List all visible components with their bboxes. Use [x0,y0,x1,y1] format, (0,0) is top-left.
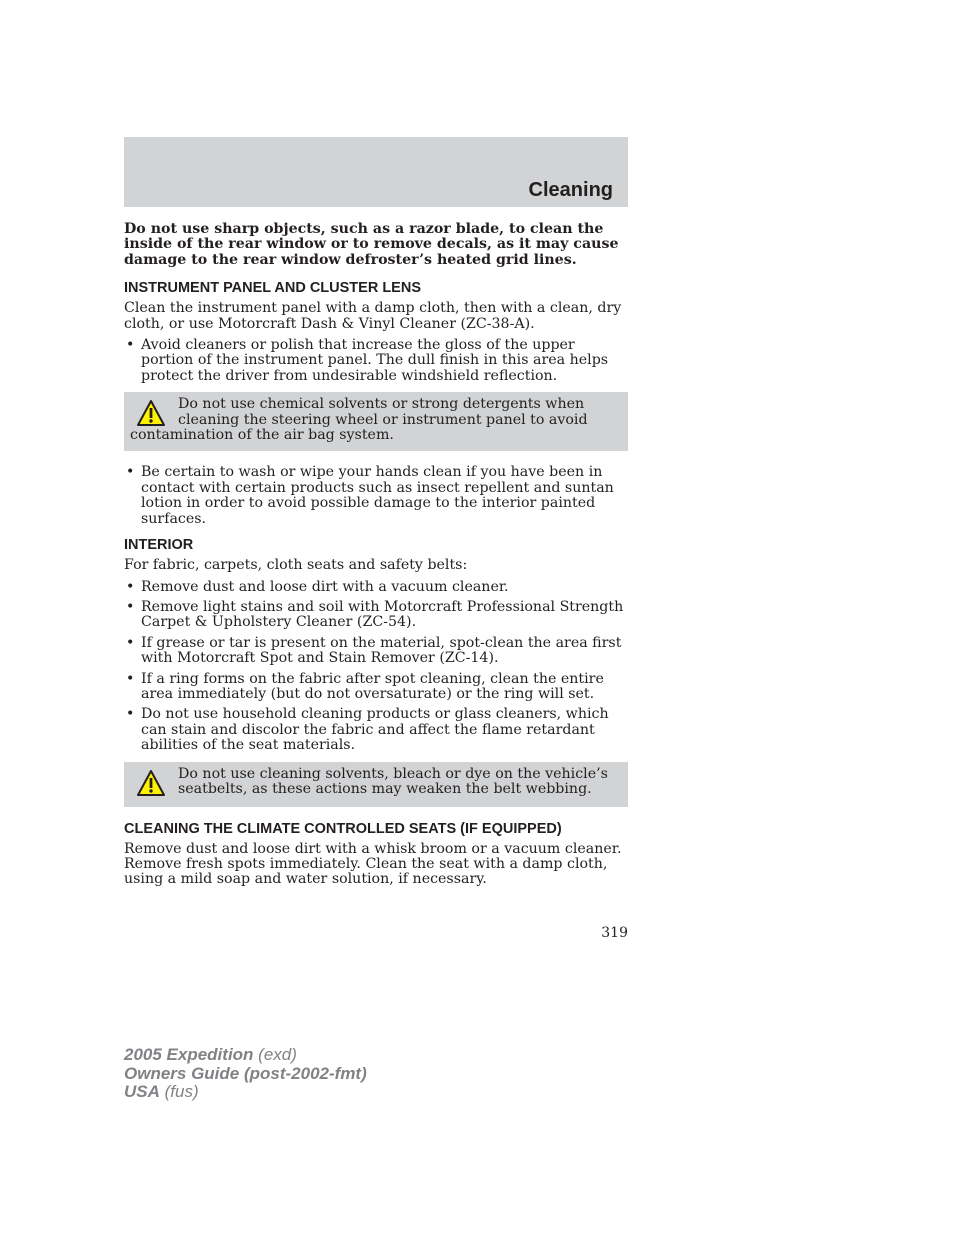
caution-text: Do not use cleaning solvents, bleach or dye on the vehicle’s seatbelts, as these actions may weaken the belt webbing. [178,765,608,797]
section-header [124,137,628,207]
page-number: 319 [601,925,628,941]
warning-triangle-icon [136,769,166,797]
list-item: • Avoid cleaners or polish that increase the gloss of the upper portion of the instrument panel. The dull finish in this area helps protect the driver from undesirable windshield reflection. [126,337,609,384]
footer-line-2: Owners Guide (post-2002-fmt) [124,1063,367,1083]
heading-instrument-panel: INSTRUMENT PANEL AND CLUSTER LENS [124,280,421,297]
caution-text: Do not use chemical solvents or strong detergents when cleaning the steering wheel or instrument panel to avoid contamination of the air bag system. [130,396,588,444]
warning-triangle-icon [136,399,166,427]
interior-text: For fabric, carpets, cloth seats and safety belts: [124,557,468,574]
list-item: • Be certain to wash or wipe your hands clean if you have been in contact with certain products such as insect repellent and suntan lotion in order to avoid possible damage to the interior painted surfaces. [126,464,614,527]
footer-line-3: USA (fus) [124,1082,199,1101]
section-title: Cleaning [528,179,613,201]
footer-line-1: 2005 Expedition (exd) [124,1045,297,1064]
page-content [124,222,628,894]
list-item: • Remove light stains and soil with Motorcraft Professional Strength Carpet & Upholstery Cleaner (ZC-54). [126,598,624,631]
list-item: • If a ring forms on the fabric after spot cleaning, clean the entire area immediately (but do not oversaturate) or the ring will set. [126,670,604,702]
list-item: • Remove dust and loose dirt with a vacuum cleaner. [126,578,509,595]
caution-box [124,762,628,807]
heading-interior: INTERIOR [124,537,194,554]
list-item: • If grease or tar is present on the material, spot-clean the area first with Motorcraft Spot and Stain Remover (ZC-14). [126,634,622,667]
list-item: • Do not use household cleaning products or glass cleaners, which can stain and discolor the fabric and affect the flame retardant abilities of the seat materials. [126,706,609,754]
footer [124,1046,367,1102]
climate-seats-text: Remove dust and loose dirt with a whisk broom or a vacuum cleaner. Remove fresh spots immediately. Clean the seat with a damp cloth, using a mild soap and water solution, if necessary. [124,840,622,888]
instrument-panel-text: Clean the instrument panel with a damp cloth, then with a clean, dry cloth, or use Motorcraft Dash & Vinyl Cleaner (ZC-38-A). [124,300,622,332]
intro-warning: Do not use sharp objects, such as a razor blade, to clean the inside of the rear window or to remove decals, as it may cause damage to the rear window defroster’s heated grid lines. [124,221,619,268]
instrument-panel-list-2 [124,465,628,527]
heading-climate-seats: CLEANING THE CLIMATE CONTROLLED SEATS (IF EQUIPPED) [124,820,562,837]
caution-box [124,392,628,451]
instrument-panel-list [124,338,628,384]
interior-list [124,580,628,754]
